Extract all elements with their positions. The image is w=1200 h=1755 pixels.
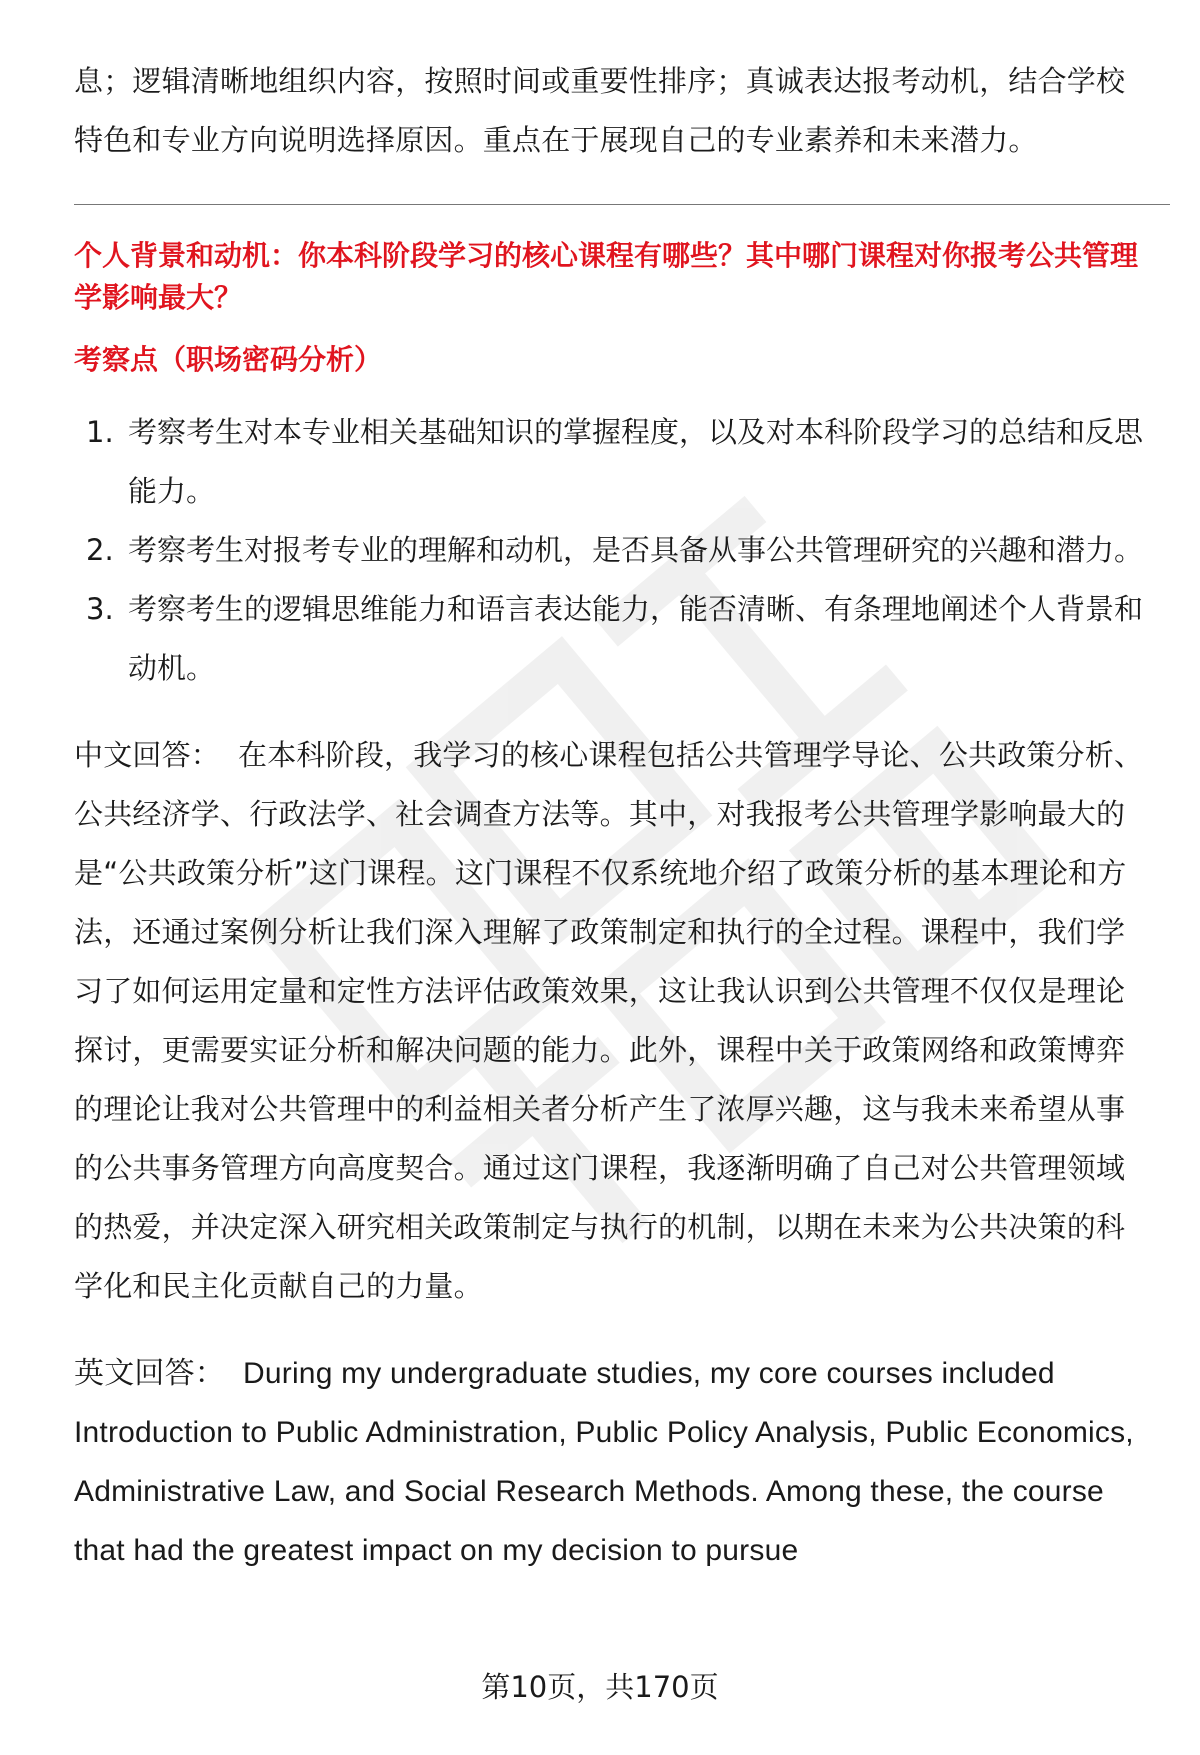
list-item-number: 2. [86, 533, 114, 567]
page-footer: 第10页，共170页 [481, 1670, 719, 1704]
document-page [74, 52, 1154, 1580]
english-answer [74, 1344, 1154, 1580]
assessment-heading: 考察点（职场密码分析） [74, 343, 383, 376]
list-item-text: 考察考生对本专业相关基础知识的掌握程度，以及对本科阶段学习的总结和反思能力。 [128, 415, 1144, 508]
assessment-points-list [74, 403, 1154, 698]
question-title: 个人背景和动机：你本科阶段学习的核心课程有哪些？其中哪门课程对你报考公共管理学影响最大？ [74, 239, 1139, 314]
english-answer-text: During my undergraduate studies, my core courses included Introduction to Public Administration, Public Policy Analysis, Public Economics, Administrative Law, and Social Research Methods. Among these, the course that had the greatest impact on my decision to pursue [74, 1357, 1134, 1567]
list-item-text: 考察考生的逻辑思维能力和语言表达能力，能否清晰、有条理地阐述个人背景和动机。 [128, 592, 1144, 685]
list-item-number: 1. [86, 415, 114, 449]
list-item-text: 考察考生对报考专业的理解和动机，是否具备从事公共管理研究的兴趣和潜力。 [128, 533, 1144, 567]
english-answer-label: 英文回答： [74, 1357, 225, 1390]
list-item [74, 403, 1154, 521]
chinese-answer [74, 726, 1154, 1316]
list-item-number: 3. [86, 592, 114, 626]
chinese-answer-text: 在本科阶段，我学习的核心课程包括公共管理学导论、公共政策分析、公共经济学、行政法学、社会调查方法等。其中，对我报考公共管理学影响最大的是“公共政策分析”这门课程。这门课程不仅系统地介绍了政策分析的基本理论和方法，还通过案例分析让我们深入理解了政策制定和执行的全过程。课程中，我们学习了如何运用定量和定性方法评估政策效果，这让我认识到公共管理不仅仅是理论探讨，更需要实证分析和解决问题的能力。此外，课程中关于政策网络和政策博弈的理论让我对公共管理中的利益相关者分析产生了浓厚兴趣，这与我未来希望从事的公共事务管理方向高度契合。通过这门课程，我逐渐明确了自己对公共管理领域的热爱，并决定深入研究相关政策制定与执行的机制，以期在未来为公共决策的科学化和民主化贡献自己的力量。 [74, 738, 1144, 1303]
list-item [74, 580, 1154, 698]
intro-paragraph: 息；逻辑清晰地组织内容，按照时间或重要性排序；真诚表达报考动机，结合学校特色和专业方向说明选择原因。重点在于展现自己的专业素养和未来潜力。 [74, 64, 1126, 157]
chinese-answer-label: 中文回答： [74, 738, 221, 772]
section-divider [74, 204, 1170, 205]
list-item [74, 521, 1154, 580]
